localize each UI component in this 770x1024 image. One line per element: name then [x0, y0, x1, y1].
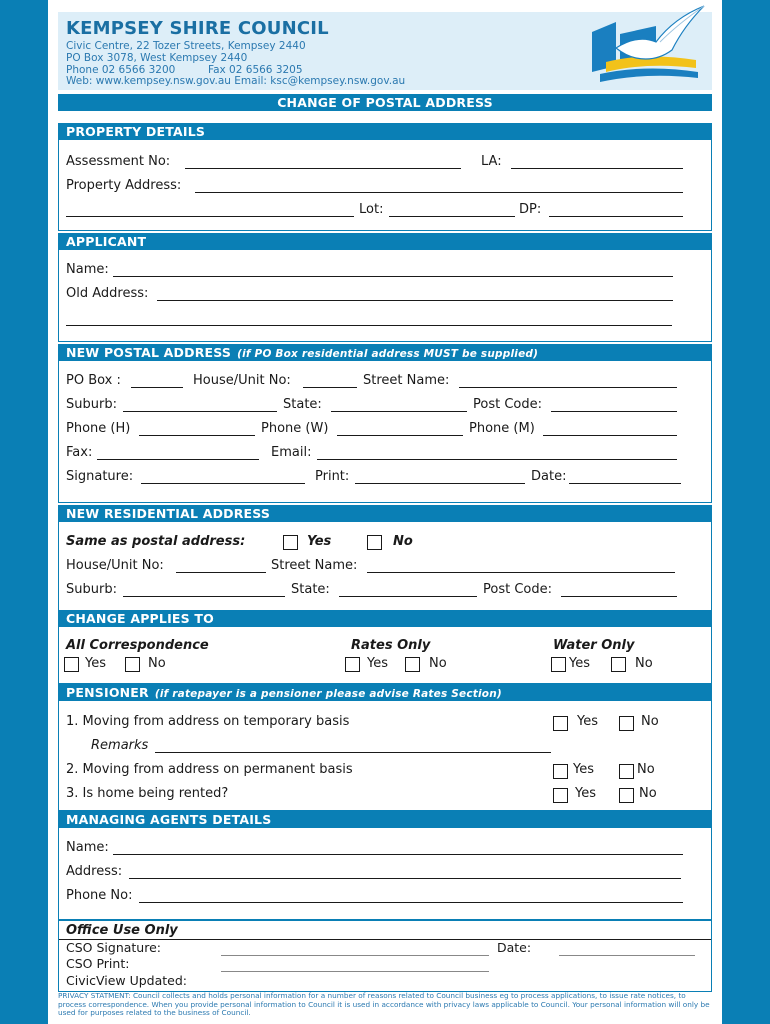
- residential-postcode-field[interactable]: [561, 596, 677, 597]
- rates-only-label: Rates Only: [351, 638, 431, 653]
- property-details-box: [58, 140, 712, 231]
- office-date-field[interactable]: [559, 955, 695, 956]
- pensioner-q3-no-checkbox[interactable]: [619, 788, 634, 803]
- phone-m-label: Phone (M): [469, 421, 535, 436]
- phone-text: Phone 02 6566 3200: [66, 64, 176, 76]
- remarks-field[interactable]: [155, 752, 551, 753]
- address-line-2: PO Box 3078, West Kempsey 2440: [66, 52, 248, 64]
- date-field[interactable]: [569, 483, 681, 484]
- signature-label: Signature:: [66, 469, 134, 484]
- water-only-yes-label: Yes: [569, 656, 590, 671]
- water-only-no-label: No: [635, 656, 653, 671]
- fax-label: Fax:: [66, 445, 93, 460]
- property-details-heading: PROPERTY DETAILS: [58, 123, 712, 140]
- water-only-no-checkbox[interactable]: [611, 657, 626, 672]
- pensioner-q3-no-label: No: [639, 786, 657, 801]
- email-label: Email:: [271, 445, 312, 460]
- rates-only-no-label: No: [429, 656, 447, 671]
- phone-w-label: Phone (W): [261, 421, 329, 436]
- la-field[interactable]: [511, 168, 683, 169]
- phone-h-label: Phone (H): [66, 421, 131, 436]
- dp-field[interactable]: [549, 216, 683, 217]
- postal-state-label: State:: [283, 397, 322, 412]
- fax-text: Fax 02 6566 3205: [208, 64, 303, 76]
- pensioner-q3-yes-checkbox[interactable]: [553, 788, 568, 803]
- property-address-line-2[interactable]: [66, 216, 354, 217]
- council-header: [58, 12, 712, 90]
- agent-address-field[interactable]: [129, 878, 681, 879]
- pensioner-q2-no-label: No: [637, 762, 655, 777]
- pensioner-q2-text: 2. Moving from address on permanent basis: [66, 762, 353, 777]
- po-box-field[interactable]: [131, 387, 183, 388]
- form-page: [58, 12, 712, 1020]
- residential-house-unit-label: House/Unit No:: [66, 558, 164, 573]
- postal-street-label: Street Name:: [363, 373, 450, 388]
- residential-street-field[interactable]: [367, 572, 675, 573]
- all-correspondence-no-label: No: [148, 656, 166, 671]
- postal-street-field[interactable]: [459, 387, 677, 388]
- dp-label: DP:: [519, 202, 542, 217]
- print-label: Print:: [315, 469, 350, 484]
- email-field[interactable]: [317, 459, 677, 460]
- all-correspondence-yes-label: Yes: [85, 656, 106, 671]
- web-email-line: Web: www.kempsey.nsw.gov.au Email: ksc@kempsey.nsw.gov.au: [66, 75, 406, 87]
- same-as-postal-no-checkbox[interactable]: [367, 535, 382, 550]
- rates-only-yes-label: Yes: [367, 656, 388, 671]
- postal-heading-text: NEW POSTAL ADDRESS: [66, 345, 232, 360]
- pensioner-heading-note: (if ratepayer is a pensioner please advise Rates Section): [154, 688, 502, 700]
- pensioner-q3-text: 3. Is home being rented?: [66, 786, 229, 801]
- pensioner-q1-no-label: No: [641, 714, 659, 729]
- po-box-label: PO Box :: [66, 373, 121, 388]
- lot-field[interactable]: [389, 216, 515, 217]
- all-correspondence-yes-checkbox[interactable]: [64, 657, 79, 672]
- new-postal-address-box: [58, 361, 712, 503]
- rates-only-yes-checkbox[interactable]: [345, 657, 360, 672]
- same-as-postal-yes-checkbox[interactable]: [283, 535, 298, 550]
- agent-name-label: Name:: [66, 840, 109, 855]
- remarks-label: Remarks: [91, 738, 149, 753]
- pensioner-q3-yes-label: Yes: [575, 786, 596, 801]
- residential-state-field[interactable]: [339, 596, 477, 597]
- council-name: KEMPSEY SHIRE COUNCIL: [66, 18, 329, 39]
- form-title: CHANGE OF POSTAL ADDRESS: [58, 94, 712, 111]
- applicant-box: [58, 250, 712, 342]
- same-as-postal-label: Same as postal address:: [66, 534, 246, 549]
- new-postal-address-heading: [58, 344, 712, 361]
- right-sidebar-band: [722, 0, 770, 1024]
- all-correspondence-label: All Correspondence: [66, 638, 209, 653]
- residential-street-label: Street Name:: [271, 558, 358, 573]
- postal-house-unit-label: House/Unit No:: [193, 373, 291, 388]
- pensioner-heading-text: PENSIONER: [66, 685, 149, 700]
- pensioner-box: [58, 701, 712, 811]
- managing-agents-heading: MANAGING AGENTS DETAILS: [58, 811, 712, 828]
- civicview-updated-label: CivicView Updated:: [66, 973, 187, 988]
- pensioner-q2-yes-label: Yes: [573, 762, 594, 777]
- pensioner-q2-no-checkbox[interactable]: [619, 764, 634, 779]
- applicant-name-field[interactable]: [113, 276, 673, 277]
- print-field[interactable]: [355, 483, 525, 484]
- change-applies-to-box: [58, 627, 712, 684]
- office-use-heading: Office Use Only: [66, 923, 178, 938]
- agent-phone-field[interactable]: [139, 902, 683, 903]
- applicant-heading: APPLICANT: [58, 233, 712, 250]
- cso-signature-label: CSO Signature:: [66, 940, 161, 955]
- postal-suburb-label: Suburb:: [66, 397, 117, 412]
- property-address-label: Property Address:: [66, 178, 182, 193]
- applicant-name-label: Name:: [66, 262, 109, 277]
- la-label: LA:: [481, 154, 502, 169]
- pensioner-q1-no-checkbox[interactable]: [619, 716, 634, 731]
- phone-h-field[interactable]: [139, 435, 255, 436]
- phone-m-field[interactable]: [543, 435, 677, 436]
- postal-postcode-field[interactable]: [551, 411, 677, 412]
- new-residential-address-heading: NEW RESIDENTIAL ADDRESS: [58, 505, 712, 522]
- signature-field[interactable]: [141, 483, 305, 484]
- postal-postcode-label: Post Code:: [473, 397, 542, 412]
- address-line-1: Civic Centre, 22 Tozer Streets, Kempsey 2440: [66, 40, 306, 52]
- cso-print-label: CSO Print:: [66, 956, 130, 971]
- lot-label: Lot:: [359, 202, 384, 217]
- phone-w-field[interactable]: [337, 435, 463, 436]
- cso-signature-field[interactable]: [221, 955, 489, 956]
- change-applies-to-heading: CHANGE APPLIES TO: [58, 610, 712, 627]
- pensioner-q2-yes-checkbox[interactable]: [553, 764, 568, 779]
- assessment-label: Assessment No:: [66, 154, 171, 169]
- agent-address-label: Address:: [66, 864, 123, 879]
- managing-agents-box: [58, 828, 712, 920]
- old-address-label: Old Address:: [66, 286, 149, 301]
- pensioner-q1-yes-label: Yes: [577, 714, 598, 729]
- property-address-field[interactable]: [195, 192, 683, 193]
- new-residential-address-box: [58, 522, 712, 618]
- postal-suburb-field[interactable]: [123, 411, 277, 412]
- old-address-field[interactable]: [157, 300, 673, 301]
- residential-house-unit-field[interactable]: [176, 572, 266, 573]
- pensioner-q1-yes-checkbox[interactable]: [553, 716, 568, 731]
- fax-field[interactable]: [97, 459, 259, 460]
- left-sidebar-band: [0, 0, 48, 1024]
- postal-state-field[interactable]: [331, 411, 467, 412]
- privacy-statement: PRIVACY STATMENT: Council collects and holds personal information for a number of reasons related to Council business eg to process applications, to issue rate notices, to process correspondence. When you provide personal information to Council it is used in accordance with privacy laws applicable to Council. Your personal information will only be used for purposes related to the business of Council.: [58, 991, 710, 1017]
- pensioner-heading: [58, 684, 712, 701]
- same-as-postal-yes-label: Yes: [307, 534, 332, 549]
- residential-postcode-label: Post Code:: [483, 582, 552, 597]
- agent-phone-label: Phone No:: [66, 888, 133, 903]
- all-correspondence-no-checkbox[interactable]: [125, 657, 140, 672]
- water-only-yes-checkbox[interactable]: [551, 657, 566, 672]
- pensioner-q1-text: 1. Moving from address on temporary basis: [66, 714, 350, 729]
- assessment-field[interactable]: [185, 168, 461, 169]
- residential-suburb-label: Suburb:: [66, 582, 117, 597]
- same-as-postal-no-label: No: [393, 534, 413, 549]
- postal-heading-note: (if PO Box residential address MUST be supplied): [237, 348, 539, 360]
- rates-only-no-checkbox[interactable]: [405, 657, 420, 672]
- agent-name-field[interactable]: [113, 854, 683, 855]
- old-address-line-2[interactable]: [66, 325, 672, 326]
- residential-state-label: State:: [291, 582, 330, 597]
- council-logo-icon: [586, 4, 708, 92]
- postal-house-unit-field[interactable]: [303, 387, 357, 388]
- cso-print-field[interactable]: [221, 971, 489, 972]
- residential-suburb-field[interactable]: [123, 596, 285, 597]
- date-label: Date:: [531, 469, 567, 484]
- water-only-label: Water Only: [553, 638, 635, 653]
- office-use-box: [58, 920, 712, 992]
- office-date-label: Date:: [497, 940, 532, 955]
